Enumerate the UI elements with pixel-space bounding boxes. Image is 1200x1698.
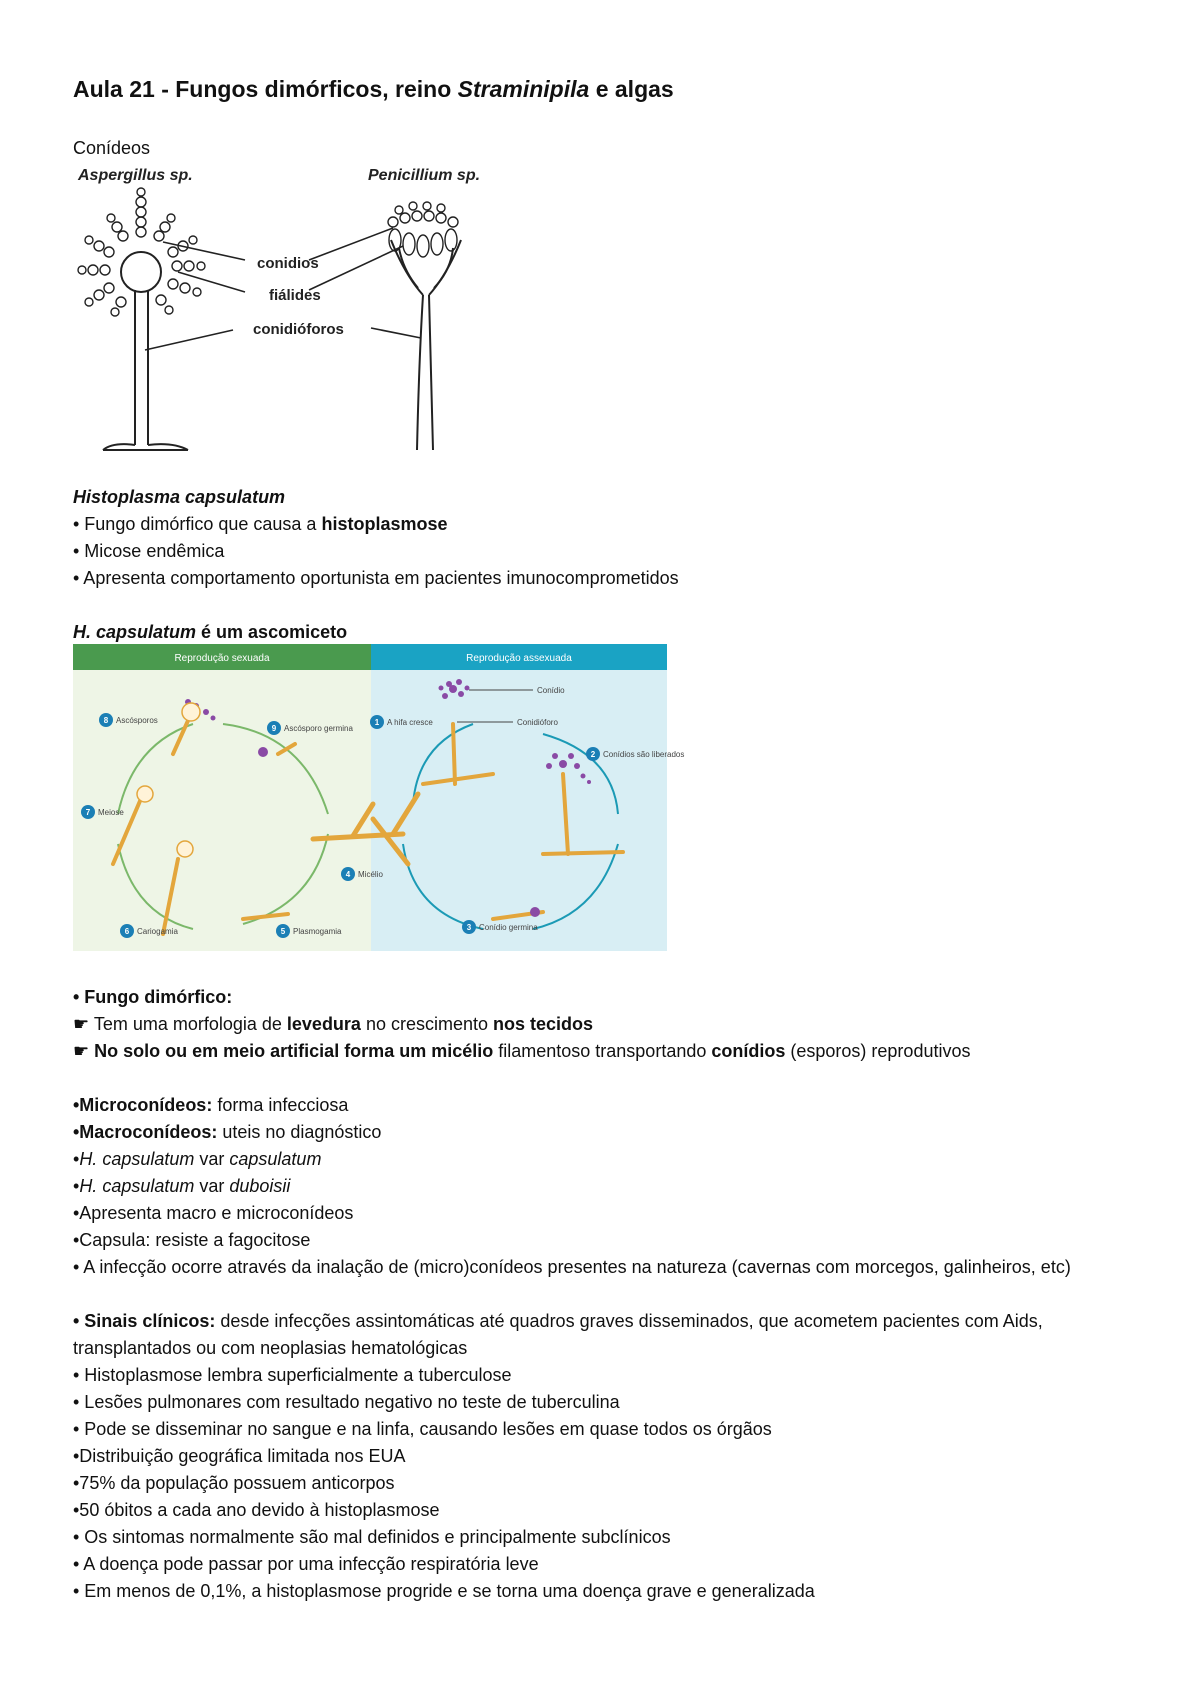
aspergillus-label: Aspergillus sp. xyxy=(78,167,193,184)
svg-text:4: 4 xyxy=(345,870,351,879)
fact-10: • Lesões pulmonares com resultado negativo no teste de tuberculina xyxy=(73,1392,620,1412)
fact-3: •H. capsulatum var capsulatum xyxy=(73,1149,322,1169)
step-8-note: Ascósporos xyxy=(116,716,158,725)
histoplasma-heading: Histoplasma capsulatum xyxy=(73,487,286,507)
fact-12: •Distribuição geográfica limitada nos EUA xyxy=(73,1446,406,1466)
title-italic: Straminipila xyxy=(457,76,590,102)
histoplasma-bullet-2: • Micose endêmica xyxy=(73,541,225,561)
histoplasma-bullet-1: • Fungo dimórfico que causa a histoplasmose xyxy=(73,514,448,534)
fact-9: • Histoplasmose lembra superficialmente a tuberculose xyxy=(73,1365,512,1385)
title-prefix: Aula 21 - Fungos dimórficos, reino xyxy=(73,76,458,102)
sexual-header: Reprodução sexuada xyxy=(174,653,270,664)
life-cycle-figure xyxy=(73,644,685,951)
step-1-note: A hifa cresce xyxy=(387,718,433,727)
fact-16: • A doença pode passar por uma infecção respiratória leve xyxy=(73,1554,539,1574)
fact-1: •Microconídeos: forma infecciosa xyxy=(73,1095,349,1115)
step-5-note: Plasmogamia xyxy=(293,927,342,936)
fact-6: •Capsula: resiste a fagocitose xyxy=(73,1230,311,1250)
histoplasma-bullet-3: • Apresenta comportamento oportunista em pacientes imunocomprometidos xyxy=(73,568,679,588)
penicillium-label: Penicillium sp. xyxy=(368,167,481,184)
step-4-note: Micélio xyxy=(358,870,383,879)
conidio-label: Conídio xyxy=(537,686,565,695)
fact-15: • Os sintomas normalmente são mal definidos e principalmente subclínicos xyxy=(73,1527,671,1547)
dimorphic-item-2: ☛ No solo ou em meio artificial forma um micélio filamentoso transportando conídios (esporos) reprodutivos xyxy=(73,1041,971,1061)
term-fialides: fiálides xyxy=(269,287,321,304)
svg-text:9: 9 xyxy=(271,724,277,733)
fact-5: •Apresenta macro e microconídeos xyxy=(73,1203,354,1223)
aspergillus-drawing xyxy=(78,188,205,450)
conidioforo-label: Conidióforo xyxy=(517,718,558,727)
dimorphic-item-1: ☛ Tem uma morfologia de levedura no crescimento nos tecidos xyxy=(73,1014,594,1034)
fact-14: •50 óbitos a cada ano devido à histoplasmose xyxy=(73,1500,440,1520)
term-conidioforos: conidióforos xyxy=(253,321,344,338)
step-9-note: Ascósporo germina xyxy=(284,724,353,733)
dimorphic-heading: • Fungo dimórfico: xyxy=(73,987,233,1007)
conideos-heading: Conídeos xyxy=(73,138,151,158)
svg-text:3: 3 xyxy=(466,923,472,932)
fact-4: •H. capsulatum var duboisii xyxy=(73,1176,291,1196)
step-2-note: Conídios são liberados xyxy=(603,750,685,759)
conidia-figure xyxy=(73,160,523,460)
penicillium-drawing xyxy=(388,202,461,450)
svg-text:5: 5 xyxy=(280,927,286,936)
svg-text:7: 7 xyxy=(85,808,91,817)
fact-17: • Em menos de 0,1%, a histoplasmose progride e se torna uma doença grave e generalizada xyxy=(73,1581,815,1601)
fact-2: •Macroconídeos: uteis no diagnóstico xyxy=(73,1122,382,1142)
ascomiceto-heading: H. capsulatum é um ascomiceto xyxy=(73,622,348,642)
fact-7: • A infecção ocorre através da inalação de (micro)conídeos presentes na natureza (cavernas com morcegos, galinheiros, etc) xyxy=(73,1257,1071,1277)
fact-8: • Sinais clínicos: desde infecções assintomáticas até quadros graves disseminados, que acometem pacientes com Aids, transplantados ou com neoplasias hematológicas xyxy=(73,1311,1043,1358)
svg-text:6: 6 xyxy=(124,927,130,936)
step-3-note: Conídio germina xyxy=(479,923,538,932)
svg-text:8: 8 xyxy=(103,716,109,725)
title-suffix: e algas xyxy=(589,76,674,102)
term-conidios: conidios xyxy=(257,255,319,272)
page-title xyxy=(73,76,674,103)
svg-text:2: 2 xyxy=(590,750,596,759)
step-7-note: Meiose xyxy=(98,808,124,817)
fact-13: •75% da população possuem anticorpos xyxy=(73,1473,395,1493)
step-6-note: Cariogamia xyxy=(137,927,178,936)
svg-text:1: 1 xyxy=(374,718,380,727)
asexual-header: Reprodução assexuada xyxy=(466,653,572,664)
fact-11: • Pode se disseminar no sangue e na linfa, causando lesões em quase todos os órgãos xyxy=(73,1419,772,1439)
